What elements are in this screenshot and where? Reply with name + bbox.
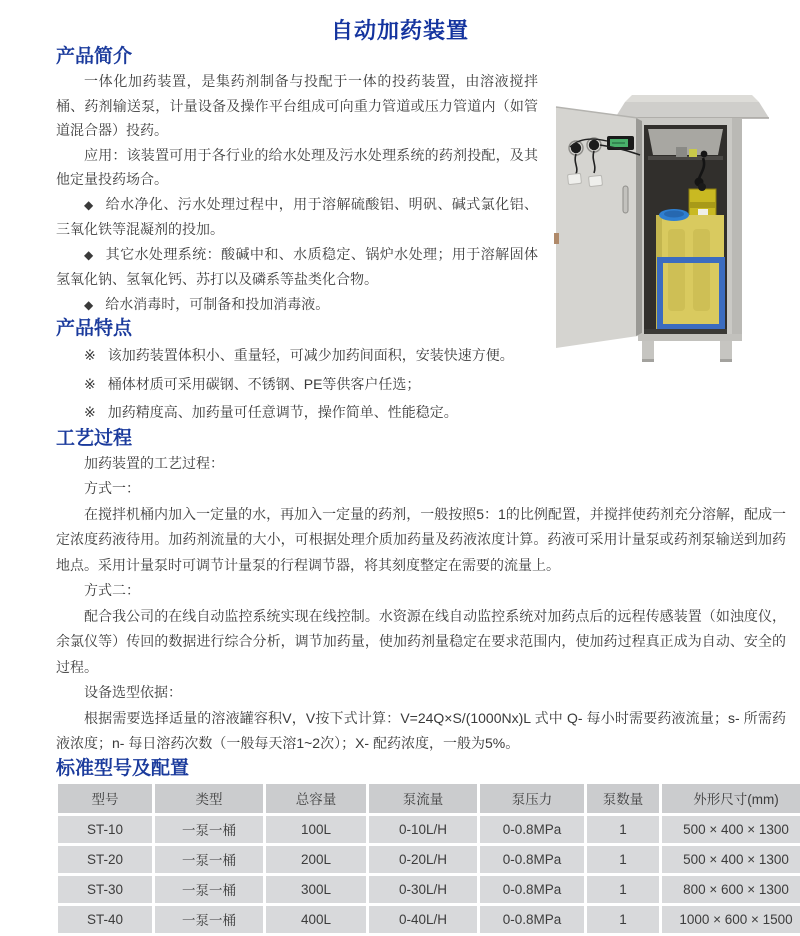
- process-paragraph-6: 设备选型依据：: [84, 684, 182, 700]
- diamond-bullet-icon: ◆: [84, 297, 94, 312]
- intro-bullet-1-text: 给水净化、污水处理过程中，用于溶解硫酸铝、明矾、碱式氯化铝、三氧化铁等混凝剂的投加。: [56, 195, 538, 237]
- cell-pump-count: 1: [587, 846, 659, 873]
- col-header-model: 型号: [58, 784, 152, 813]
- cell-type: 一泵一桶: [155, 846, 263, 873]
- cell-model: ST-20: [58, 846, 152, 873]
- cell-type: 一泵一桶: [155, 816, 263, 843]
- feature-item-3: [56, 398, 786, 427]
- cell-model: ST-10: [58, 816, 152, 843]
- cell-pump-count: 1: [587, 876, 659, 903]
- cell-capacity: 400L: [266, 906, 366, 933]
- process-paragraph-3: 在搅拌机桶内加入一定量的水，再加入一定量的药剂，一般按照5：1的比例配置，并搅拌使药剂充分溶解，配成一定浓度药液待用。加药剂流量的大小，可根据处理介质加药量及药液浓度计算。药液可采用计量泵或药剂泵输送到加药地点。采用计量泵时可调节计量泵的行程调节器，将其刻度整定在需要的流量上。: [56, 505, 786, 573]
- cell-pump-pressure: 0-0.8MPa: [480, 846, 584, 873]
- col-header-capacity: 总容量: [266, 784, 366, 813]
- cell-pump-pressure: 0-0.8MPa: [480, 816, 584, 843]
- document-content: [0, 45, 800, 936]
- cell-pump-count: 1: [587, 906, 659, 933]
- reference-mark-icon: ※: [84, 404, 96, 420]
- table-row: [58, 846, 800, 873]
- diamond-bullet-icon: ◆: [84, 197, 94, 212]
- table-row: [58, 816, 800, 843]
- process-paragraph-4: 方式二：: [84, 582, 140, 598]
- models-table: [55, 781, 800, 936]
- col-header-dimensions: 外形尺寸(mm): [662, 784, 800, 813]
- cell-model: ST-40: [58, 906, 152, 933]
- cell-dimensions: 1000 × 600 × 1500: [662, 906, 800, 933]
- cell-pump-flow: 0-20L/H: [369, 846, 477, 873]
- cell-dimensions: 500 × 400 × 1300: [662, 846, 800, 873]
- cell-pump-flow: 0-10L/H: [369, 816, 477, 843]
- table-row: [58, 876, 800, 903]
- col-header-pump-flow: 泵流量: [369, 784, 477, 813]
- process-paragraph-2: 方式一：: [84, 480, 140, 496]
- cell-capacity: 200L: [266, 846, 366, 873]
- models-table-header-row: [58, 784, 800, 813]
- reference-mark-icon: ※: [84, 347, 96, 363]
- intro-paragraph-1: 一体化加药装置，是集药剂制备与投配于一体的投药装置，由溶液搅拌桶、药剂输送泵，计量设备及操作平台组成可向重力管道或压力管道内（如管道混合器）投药。: [56, 73, 538, 138]
- dosing-cabinet-illustration: [552, 87, 786, 365]
- section-heading-features: 产品特点: [56, 318, 133, 339]
- process-paragraph-5: 配合我公司的在线自动监控系统实现在线控制。水资源在线自动监控系统对加药点后的远程传感装置（如浊度仪，余氯仪等）传回的数据进行综合分析，调节加药量，使加药剂量稳定在要求范围内，使加药过程真正成为自动、安全的过程。: [56, 607, 786, 675]
- cell-type: 一泵一桶: [155, 876, 263, 903]
- intro-bullet-2-text: 其它水处理系统：酸碱中和、水质稳定、锅炉水处理；用于溶解固体氢氧化钠、氢氧化钙、苏打以及磷系等盐类化合物。: [56, 245, 538, 287]
- col-header-pump-pressure: 泵压力: [480, 784, 584, 813]
- cell-model: ST-30: [58, 876, 152, 903]
- process-paragraph-7: 根据需要选择适量的溶液罐容积V，V按下式计算：V=24Q×S/(1000Nx)L 式中 Q- 每小时需要药液流量；s- 所需药液浓度；n- 每日溶药次数（一般每天溶1~2次）；X- 配药浓度，一般为5%。: [56, 709, 786, 751]
- col-header-type: 类型: [155, 784, 263, 813]
- cell-pump-count: 1: [587, 816, 659, 843]
- product-photo: [552, 87, 786, 365]
- intro-paragraph-2: 应用：该装置可用于各行业的给水处理及污水处理系统的药剂投配，及其他定量投药场合。: [56, 146, 538, 187]
- feature-item-2-text: 桶体材质可采用碳钢、不锈钢、PE等供客户任选；: [107, 375, 421, 392]
- cell-dimensions: 800 × 600 × 1300: [662, 876, 800, 903]
- cell-pump-flow: 0-40L/H: [369, 906, 477, 933]
- diamond-bullet-icon: ◆: [84, 247, 94, 262]
- cell-pump-pressure: 0-0.8MPa: [480, 876, 584, 903]
- section-heading-models: 标准型号及配置: [56, 757, 190, 779]
- cell-capacity: 100L: [266, 816, 366, 843]
- section-heading-intro: 产品简介: [56, 46, 133, 67]
- col-header-pump-count: 泵数量: [587, 784, 659, 813]
- feature-item-1-text: 该加药装置体积小、重量轻，可减少加药间面积，安装快速方便。: [107, 347, 514, 363]
- feature-item-3-text: 加药精度高、加药量可任意调节，操作简单、性能稳定。: [107, 404, 458, 420]
- cell-dimensions: 500 × 400 × 1300: [662, 816, 800, 843]
- document-page: [0, 14, 800, 930]
- cell-capacity: 300L: [266, 876, 366, 903]
- cell-type: 一泵一桶: [155, 906, 263, 933]
- feature-item-2: [56, 370, 786, 399]
- page-title: 自动加药装置: [330, 18, 469, 43]
- reference-mark-icon: ※: [84, 375, 96, 392]
- section-heading-process: 工艺过程: [56, 427, 133, 449]
- process-paragraph-1: 加药装置的工艺过程：: [84, 454, 224, 471]
- table-row: [58, 906, 800, 933]
- cell-pump-flow: 0-30L/H: [369, 876, 477, 903]
- intro-bullet-3-text: 给水消毒时，可制备和投加消毒液。: [105, 295, 330, 312]
- cell-pump-pressure: 0-0.8MPa: [480, 906, 584, 933]
